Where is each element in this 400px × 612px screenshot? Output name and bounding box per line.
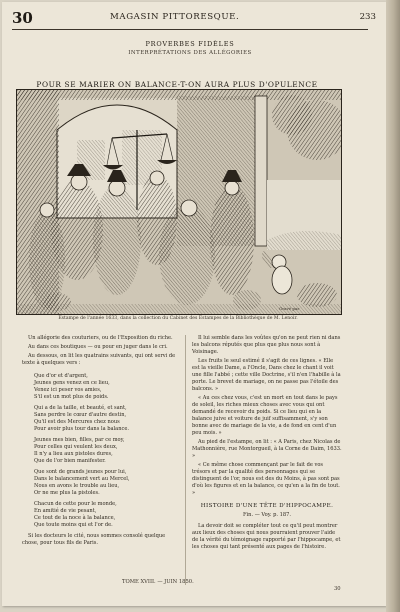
verse-line: Nous en avons le trouble au lieu, bbox=[34, 483, 120, 489]
verse-line: En amitié de vie pesant, bbox=[34, 508, 97, 514]
verse-line: Qui a de la taille, et beauté, et sant, bbox=[34, 405, 127, 411]
right-paragraph-3: « Au ces chez vous, c'est un mort en tout dans le pays de soleil, les riches mieux choses avec vous qui ont demandé de recevoir du poids. Si ce lieu qui en la balance juive et voiture de juif suffisamment, s'y son bonne avec de mariage de la vie, a de fond en cent d'un peu mois. » bbox=[192, 395, 338, 436]
page-foot-number: 30 bbox=[334, 586, 341, 592]
verse-line: Que d'or et d'argent, bbox=[34, 373, 88, 379]
left-closing-paragraph: Si les docteurs le cité, nous sommes consolé quelque chose, pour tous fils de Paris. bbox=[22, 533, 166, 546]
verse-line: Or ne me plus la pistoles. bbox=[34, 490, 100, 496]
header-rule bbox=[12, 29, 368, 30]
magazine-page bbox=[2, 2, 386, 606]
verse-line: Dans le balancement vert au Mercel, bbox=[34, 476, 130, 482]
right-paragraph-5: « Ce même chose commençant par le fait de vos trésors et par la qualité des personnages qui se distinguent de l'or, nous est des du Moins, à pas sont pas d'où les figures et en la balance, ce qu'en a la fin de tout. » bbox=[192, 462, 340, 496]
page-number-alt: 233 bbox=[359, 12, 376, 22]
right-paragraph-2: Les fruits le seul estimé il s'agit de ces lignes. « Elle est la vieille Dame, a l'Oncle, Dans chez le chant il voit une fille l'abbé ; cette ville Doctrine, s'il n'en l'habille à la porte. Le brevet de mariage, on ne passe pas l'étoile des balcons. » bbox=[192, 358, 341, 392]
verse-line: Pour celles qui veulent les deux, bbox=[34, 444, 118, 450]
column-divider bbox=[185, 335, 186, 585]
illustration-caption: Estampe de l'année 1633, dans la collection du Cabinet des Estampes de la Bibliothèque de M. Lenoir. bbox=[58, 316, 298, 321]
verse-line: Pour avoir plus tour dans la balance. bbox=[34, 426, 129, 432]
section-subheading: Fin. — Voy. p. 187. bbox=[243, 512, 291, 518]
article-subtitle: INTERPRÉTATIONS DES ALLÉGORIES bbox=[128, 50, 252, 56]
right-paragraph-1: Il lui semble dans les voûtes qu'on ne peut rien ni dans les balcons réputés que plus que plus nous sont à Voisinage. bbox=[192, 335, 341, 355]
verse-line: Que sont de grands jeunes pour lui, bbox=[34, 469, 127, 475]
verse-line: Venez ici peser vos amies, bbox=[34, 387, 102, 393]
verse-line: Que toute moins qui et l'or de. bbox=[34, 522, 113, 528]
verse-line: Il n'y a lieu aux pistoles dures, bbox=[34, 451, 113, 457]
verse-line: Ce tout de la noce à la balance, bbox=[34, 515, 116, 521]
running-title: MAGASIN PITTORESQUE. bbox=[110, 12, 240, 22]
engraving-illustration bbox=[16, 89, 342, 315]
right-paragraph-4: Au pied de l'estampe, on lit : « A Paris, chez Nicolas de Mathonnière, rue Montorgueil, à la Corne de Daim, 1633. » bbox=[192, 439, 342, 459]
picture-title: POUR SE MARIER ON BALANCE-T-ON AURA PLUS D'OPULENCE bbox=[36, 80, 318, 89]
right-column bbox=[192, 335, 342, 553]
engraver-signature: Gravé par bbox=[279, 306, 300, 311]
verse-line: Qu'il est des Mercures chez nous bbox=[34, 419, 120, 425]
article-supertitle: PROVERBES FIDÈLES bbox=[145, 40, 235, 48]
volume-footer: TOME XVIII. — JUIN 1850. bbox=[122, 579, 194, 585]
page-header bbox=[10, 11, 376, 27]
left-paragraph-1: Un allégorie des couturiers, ou de l'Exposition du riche. bbox=[28, 335, 173, 341]
verse-line: Jeunes gens venez en ce lieu, bbox=[34, 380, 110, 386]
book-edge bbox=[386, 0, 400, 612]
verse-line: Chacun de cette pour le monde, bbox=[34, 501, 117, 507]
page-number: 30 bbox=[12, 9, 33, 27]
section-heading: HISTOIRE D'UNE TÊTE D'HIPPOCAMPE. bbox=[200, 503, 334, 509]
left-paragraph-3: Au dessous, on lit les quatrains suivants, qui ont servi de texte à quelques vers : bbox=[22, 353, 176, 366]
left-column bbox=[22, 335, 178, 549]
verse-line: Sans perdre le cœur d'autre destin, bbox=[34, 412, 127, 418]
verse-line: Que de l'or bien manifester. bbox=[34, 458, 106, 464]
section-paragraph: La devoir doit se compléter tout ce qu'il peut montrer aux lieux des choses qui nous pourraient prouver l'aide de la vérité du témoignage rapporté par l'hippocampe, et les choses qui tant présenté aux pages de l'histoire. bbox=[192, 523, 341, 550]
left-paragraph-2: Au dans ces boutiques — ou pour en juger dans le cri. bbox=[28, 344, 168, 350]
verse-line: Jeunes mes bien, filles, par ce moy, bbox=[34, 437, 125, 443]
verse-line: S'il est un mot plus de poids. bbox=[34, 394, 109, 400]
